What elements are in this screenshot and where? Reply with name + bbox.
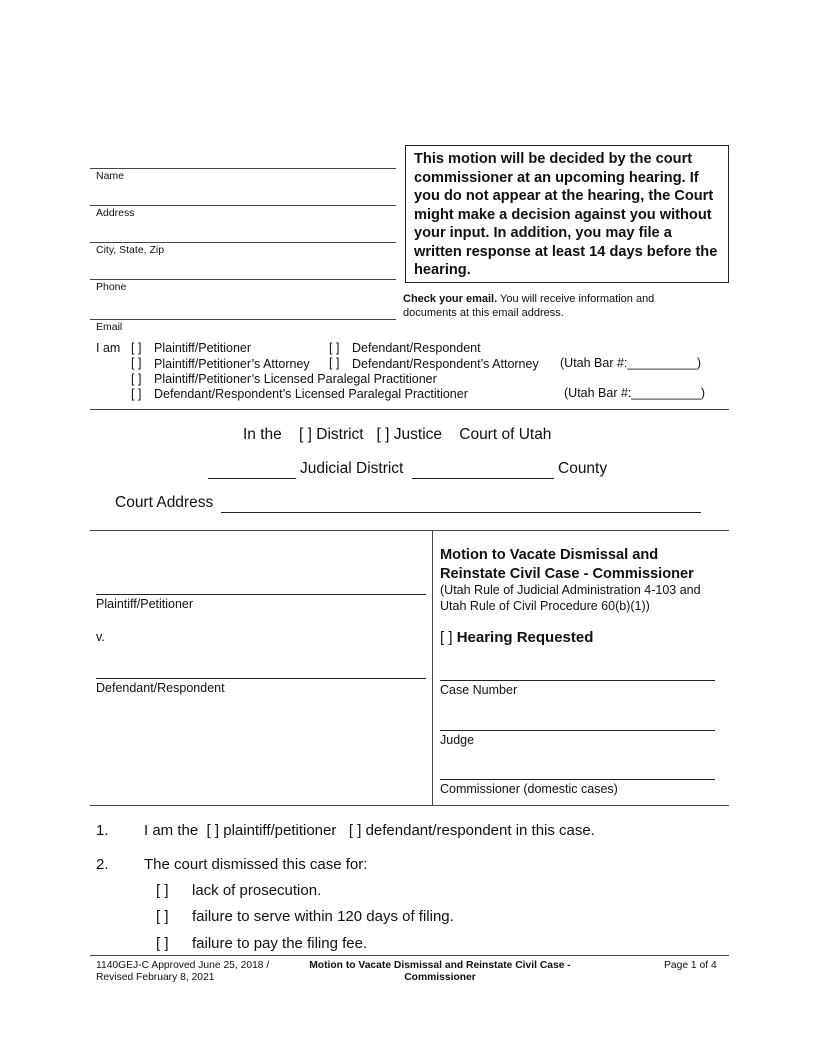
judge-label: Judge — [440, 733, 475, 747]
justice-label: Justice — [393, 426, 443, 443]
checkbox-item1-plaintiff[interactable]: [ ] — [206, 822, 220, 839]
county-field[interactable] — [412, 478, 554, 479]
checkbox-plaintiff[interactable]: [ ] — [131, 341, 142, 355]
footer-title-line2: Commissioner — [404, 972, 476, 983]
i-am-label: I am — [96, 341, 121, 355]
motion-title — [440, 546, 694, 583]
divider — [90, 530, 729, 531]
hearing-notice-text: This motion will be decided by the court commissioner at an upcoming hearing. If you do not appear at the hearing, the Court might make a decision against you without your input. In addition, you may file a written response at least 14 days before the hearing. — [414, 151, 718, 278]
commissioner-label: Commissioner (domestic cases) — [440, 782, 618, 796]
defendant-caption-label: Defendant/Respondent — [96, 681, 225, 695]
option-3-label: failure to pay the filing fee. — [192, 935, 368, 952]
versus-label: v. — [96, 630, 105, 644]
district-label: District — [316, 426, 364, 443]
role-defendant-attorney: Defendant/Respondent’s Attorney — [352, 357, 539, 371]
footer-title-line1: Motion to Vacate Dismissal and Reinstate Civil Case - — [309, 960, 571, 971]
email-label: Email — [96, 321, 123, 333]
footer-divider — [90, 955, 729, 956]
judge-field[interactable] — [440, 730, 715, 731]
address-label: Address — [96, 207, 135, 219]
option-2-label: failure to serve within 120 days of filing. — [192, 908, 454, 925]
city-state-zip-field[interactable] — [90, 242, 396, 243]
caption-vertical-divider — [432, 530, 433, 805]
name-label: Name — [96, 170, 125, 182]
item-number-2: 2. — [96, 856, 109, 873]
checkbox-defendant-paralegal[interactable]: [ ] — [131, 387, 142, 401]
email-field[interactable] — [90, 319, 396, 320]
rule-reference — [440, 583, 701, 614]
footer-form-id — [96, 960, 269, 984]
checkbox-item1-defendant[interactable]: [ ] — [348, 822, 362, 839]
in-the-label: In the — [243, 426, 282, 443]
footer-form-id-line1: 1140GEJ-C Approved June 25, 2018 / — [96, 960, 270, 971]
item-1-defendant: defendant/respondent in this case. — [365, 822, 595, 839]
hearing-notice-box — [405, 145, 729, 283]
option-1-label: lack of prosecution. — [192, 882, 322, 899]
plaintiff-name-field[interactable] — [96, 594, 426, 595]
email-note-bold: Check your email. — [403, 293, 498, 305]
role-plaintiff-attorney: Plaintiff/Petitioner’s Attorney — [154, 357, 310, 371]
role-defendant: Defendant/Respondent — [352, 341, 481, 355]
role-defendant-paralegal: Defendant/Respondent’s Licensed Paralegal Practitioner — [154, 387, 468, 401]
motion-title-line2: Reinstate Civil Case - Commissioner — [440, 565, 694, 582]
utah-bar-field-2[interactable]: (Utah Bar #:__________) — [564, 386, 706, 400]
defendant-name-field[interactable] — [96, 678, 426, 679]
footer-page-number: Page 1 of 4 — [664, 960, 717, 971]
name-field[interactable] — [90, 168, 396, 169]
divider — [90, 805, 729, 806]
court-of-utah-label: Court of Utah — [459, 426, 552, 443]
item-2: The court dismissed this case for: — [144, 856, 368, 873]
hearing-requested — [440, 629, 593, 646]
item-1-plaintiff: plaintiff/petitioner — [223, 822, 337, 839]
role-plaintiff: Plaintiff/Petitioner — [154, 341, 252, 355]
divider — [90, 409, 729, 410]
judicial-district-label: Judicial District — [300, 460, 404, 477]
phone-field[interactable] — [90, 279, 396, 280]
email-note — [403, 292, 654, 320]
email-note-rest: You will receive information and — [497, 293, 655, 305]
checkbox-option3[interactable]: [ ] — [156, 935, 169, 952]
email-note-line2: documents at this email address. — [403, 307, 564, 319]
rule-line1: (Utah Rule of Judicial Administration 4-103 and — [440, 583, 701, 597]
rule-line2: Utah Rule of Civil Procedure 60(b)(1)) — [440, 598, 650, 613]
role-plaintiff-paralegal: Plaintiff/Petitioner’s Licensed Paralegal Practitioner — [154, 372, 437, 386]
checkbox-hearing-requested[interactable]: [ ] — [440, 629, 453, 646]
county-label: County — [558, 460, 608, 477]
checkbox-plaintiff-paralegal[interactable]: [ ] — [131, 372, 142, 386]
court-address-field[interactable] — [221, 512, 701, 513]
hearing-requested-label: Hearing Requested — [456, 629, 594, 646]
utah-bar-field-1[interactable]: (Utah Bar #:__________) — [560, 356, 702, 370]
footer-revised: Revised February 8, 2021 — [96, 972, 215, 983]
address-field[interactable] — [90, 205, 396, 206]
commissioner-field[interactable] — [440, 779, 715, 780]
checkbox-district[interactable]: [ ] — [299, 426, 312, 443]
item-1-prefix: I am the — [144, 822, 199, 839]
phone-label: Phone — [96, 281, 127, 293]
motion-title-line1: Motion to Vacate Dismissal and — [440, 547, 659, 563]
checkbox-plaintiff-attorney[interactable]: [ ] — [131, 356, 142, 370]
court-address-label: Court Address — [115, 494, 214, 511]
plaintiff-caption-label: Plaintiff/Petitioner — [96, 597, 194, 611]
city-state-zip-label: City, State, Zip — [96, 244, 165, 256]
case-number-label: Case Number — [440, 683, 518, 697]
checkbox-option1[interactable]: [ ] — [156, 882, 169, 899]
checkbox-defendant-attorney[interactable]: [ ] — [329, 356, 340, 370]
judicial-district-field[interactable] — [208, 478, 296, 479]
item-1 — [144, 822, 595, 839]
case-number-field[interactable] — [440, 680, 715, 681]
footer-title — [290, 960, 590, 984]
court-line — [243, 426, 551, 444]
checkbox-justice[interactable]: [ ] — [376, 426, 390, 443]
checkbox-defendant[interactable]: [ ] — [329, 341, 340, 355]
item-number-1: 1. — [96, 822, 109, 839]
checkbox-option2[interactable]: [ ] — [156, 908, 169, 925]
